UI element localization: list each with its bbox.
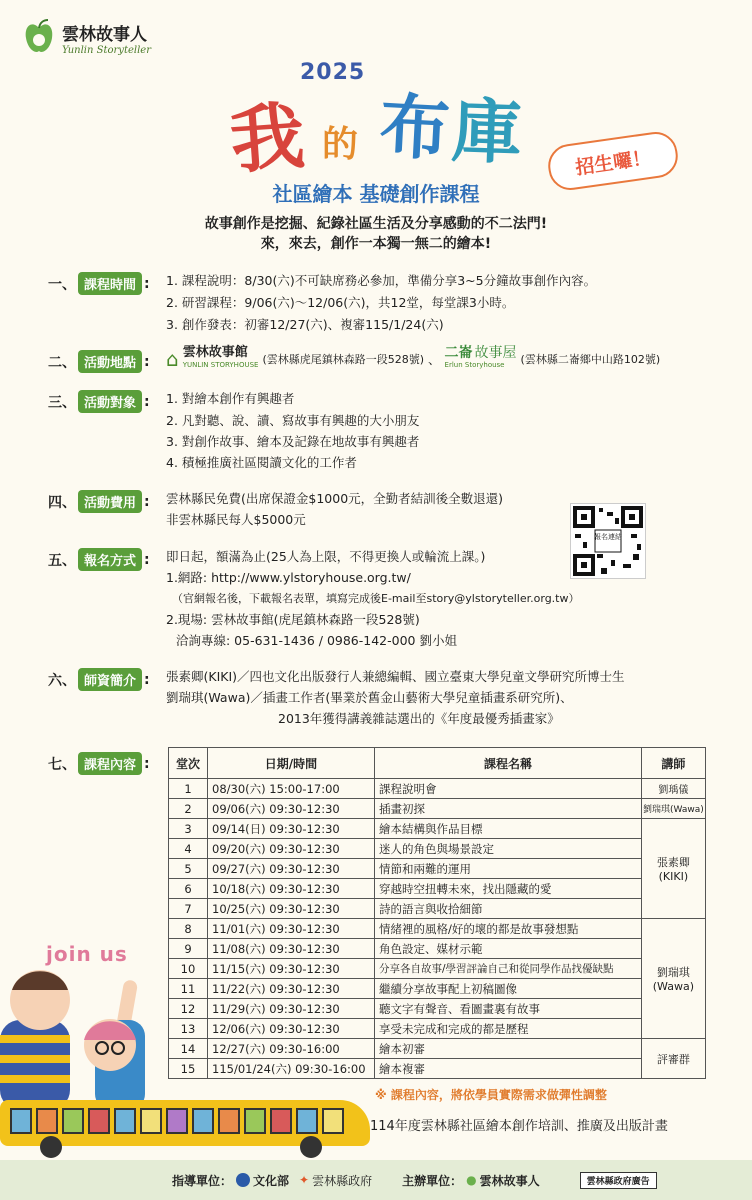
session-number-cell: 10 (169, 959, 208, 979)
curriculum-note: ※ 課程內容，將依學員實際需求做彈性調整 (375, 1088, 607, 1102)
course-name-cell: 享受未完成和完成的都是歷程 (375, 1019, 642, 1039)
col-header-lecturer: 講師 (642, 748, 706, 779)
main-title (227, 72, 530, 185)
title-char-4: 庫 (450, 89, 524, 175)
venue-2-name: 故事屋 (474, 345, 517, 361)
title-char-3: 布 (377, 85, 452, 171)
date-cell: 11/08(六) 09:30-12:30 (208, 939, 375, 959)
audience-line-1: 1. 對繪本創作有興趣者 (166, 391, 295, 406)
table-row (169, 1019, 706, 1039)
course-subtitle: 社區繪本 基礎創作課程 (272, 182, 480, 206)
course-name-cell: 繪本結構與作品目標 (375, 819, 642, 839)
venue-2-prefix: 二崙 (444, 345, 473, 361)
colon: : (144, 275, 150, 292)
course-name-cell: 繪本初審 (375, 1039, 642, 1059)
section-header-instructors (48, 668, 150, 691)
session-number-cell: 7 (169, 899, 208, 919)
bus-wheel-front (40, 1136, 62, 1158)
lecturer-cell: 劉瑀儀 (642, 779, 706, 799)
section-header-schedule (48, 272, 150, 295)
course-name-cell: 聽文字有聲音、看圖畫裏有故事 (375, 999, 642, 1019)
audience-line-4: 4. 積極推廣社區閱讀文化的工作者 (166, 455, 357, 470)
date-cell: 12/27(六) 09:30-16:00 (208, 1039, 375, 1059)
session-number-cell: 14 (169, 1039, 208, 1059)
ministry-of-culture-logo (236, 1172, 289, 1189)
house-icon: ⌂ (166, 346, 179, 371)
session-number-cell: 15 (169, 1059, 208, 1079)
session-number-cell: 9 (169, 939, 208, 959)
course-name-cell: 情緒裡的風格/好的壞的都是故事發想點 (375, 919, 642, 939)
table-row (169, 959, 706, 979)
registration-website[interactable]: 1.網路: http://www.ylstoryhouse.org.tw/ (166, 570, 411, 585)
table-row (169, 939, 706, 959)
session-number-cell: 12 (169, 999, 208, 1019)
course-name-cell: 繪本複審 (375, 1059, 642, 1079)
col-header-course: 課程名稱 (375, 748, 642, 779)
audience-line-3: 3. 對創作故事、繪本及記錄在地故事有興趣者 (166, 434, 420, 449)
separator: 、 (428, 351, 441, 367)
session-number-cell: 6 (169, 879, 208, 899)
session-number-cell: 3 (169, 819, 208, 839)
section-number: 二、 (48, 354, 76, 371)
col-header-date: 日期/時間 (208, 748, 375, 779)
enrollment-badge: 招生囉！ (545, 129, 680, 193)
registration-qr-code[interactable] (570, 503, 646, 579)
table-row (169, 979, 706, 999)
lecturer-cell (642, 819, 706, 919)
colon: : (144, 551, 150, 568)
session-number-cell: 13 (169, 1019, 208, 1039)
title-char-2: 的 (322, 124, 359, 165)
course-name-cell: 分享各自故事/學習評論自己和從同學作品找優缺點 (375, 959, 642, 979)
section-header-fee (48, 490, 150, 513)
logo-text-en: Yunlin Storyteller (62, 45, 151, 56)
section-label: 活動地點 (78, 350, 142, 373)
lecturer-name: 劉瑞琪 (656, 966, 690, 979)
section-number: 一、 (48, 276, 76, 293)
apple-icon: ● (466, 1173, 477, 1187)
children-illustration (0, 960, 160, 1110)
year-label: 2025 (300, 60, 366, 85)
date-cell: 11/15(六) 09:30-12:30 (208, 959, 375, 979)
table-row (169, 899, 706, 919)
schedule-line-2: 2. 研習課程：9/06(六)～12/06(六)，共12堂，每堂課3小時。 (166, 295, 515, 310)
venue-2-en: Erlun Storyhouse (444, 361, 505, 369)
course-name-cell: 迷人的角色與場景設定 (375, 839, 642, 859)
session-number-cell: 1 (169, 779, 208, 799)
date-cell: 09/06(六) 09:30-12:30 (208, 799, 375, 819)
host-logo (466, 1172, 540, 1189)
table-header-row (169, 748, 706, 779)
table-row (169, 879, 706, 899)
fee-line-2: 非雲林縣民每人$5000元 (166, 512, 306, 527)
col-header-session: 堂次 (169, 748, 208, 779)
colon: : (144, 393, 150, 410)
lecturer-name: 張素卿 (656, 856, 690, 869)
registration-line-1: 即日起，額滿為止(25人為上限，不得更換人或輪流上課。) (166, 549, 486, 564)
date-cell: 11/01(六) 09:30-12:30 (208, 919, 375, 939)
colon: : (144, 755, 150, 772)
colon: : (144, 353, 150, 370)
colon: : (144, 493, 150, 510)
date-cell: 11/22(六) 09:30-12:30 (208, 979, 375, 999)
apple-logo-icon (22, 18, 56, 58)
table-row (169, 919, 706, 939)
schedule-line-1: 1. 課程說明：8/30(六)不可缺席務必參加，準備分享3~5分鐘故事創作內容。 (166, 273, 597, 288)
registration-onsite: 2.現場: 雲林故事館(虎尾鎮林森路一段528號) (166, 612, 420, 627)
course-name-cell: 詩的語言與收拾細節 (375, 899, 642, 919)
course-name-cell: 角色設定、媒材示範 (375, 939, 642, 959)
table-row (169, 819, 706, 839)
lecturer-alias: (KIKI) (658, 870, 689, 883)
fee-line-1: 雲林縣民免費(出席保證金$1000元，全勤者結訓後全數退還) (166, 491, 504, 506)
venue-1-address: (雲林縣虎尾鎮林森路一段528號) (262, 352, 425, 366)
course-name-cell: 穿越時空扭轉未來，找出隱藏的愛 (375, 879, 642, 899)
session-number-cell: 11 (169, 979, 208, 999)
section-label: 活動對象 (78, 390, 142, 413)
table-row (169, 839, 706, 859)
course-name-cell: 課程說明會 (375, 779, 642, 799)
bus-wheel-back (300, 1136, 322, 1158)
guide-label: 指導單位： (172, 1173, 233, 1188)
instructor-line-2: 劉瑞琪(Wawa)／插畫工作者(畢業於舊金山藝術大學兒童插畫系研究所)、 (166, 690, 573, 705)
table-row (169, 779, 706, 799)
section-header-registration (48, 548, 150, 571)
session-number-cell: 5 (169, 859, 208, 879)
section-header-curriculum (48, 752, 150, 775)
venue-2-address: (雲林縣二崙鄉中山路102號) (520, 352, 661, 366)
session-number-cell: 4 (169, 839, 208, 859)
section-label: 報名方式 (78, 548, 142, 571)
date-cell: 10/18(六) 09:30-12:30 (208, 879, 375, 899)
section-number: 四、 (48, 494, 76, 511)
brand-logo (22, 18, 151, 58)
title-char-1: 我 (227, 93, 308, 185)
qr-label: 報名連結 (594, 533, 622, 541)
section-number: 三、 (48, 394, 76, 411)
table-row (169, 1059, 706, 1079)
date-cell: 10/25(六) 09:30-12:30 (208, 899, 375, 919)
children-illustration-icon (0, 960, 160, 1110)
table-row (169, 999, 706, 1019)
venue-1-en: YUNLIN STORYHOUSE (182, 361, 259, 369)
schedule-line-3: 3. 創作發表：初審12/27(六)、複審115/1/24(六) (166, 317, 444, 332)
date-cell: 09/20(六) 09:30-12:30 (208, 839, 375, 859)
section-label: 師資簡介 (78, 668, 142, 691)
session-number-cell: 2 (169, 799, 208, 819)
instructor-line-1: 張素卿(KIKI)／四也文化出版發行人兼總編輯、國立臺東大學兒童文學研究所博士生 (166, 669, 625, 684)
venue-1-name: 雲林故事館 (182, 345, 248, 360)
course-name-cell: 情節和兩難的運用 (375, 859, 642, 879)
footer-bar (0, 1160, 752, 1200)
date-cell: 11/29(六) 09:30-12:30 (208, 999, 375, 1019)
date-cell: 115/01/24(六) 09:30-16:00 (208, 1059, 375, 1079)
org1-name: 文化部 (253, 1173, 290, 1188)
section-number: 六、 (48, 672, 76, 689)
host-label: 主辦單位： (402, 1173, 463, 1188)
venue-1-logo (166, 347, 258, 371)
yunlin-gov-logo (299, 1172, 372, 1189)
colon: : (144, 671, 150, 688)
lecturer-cell: 劉瑞琪(Wawa) (642, 799, 706, 819)
logo-text-cn: 雲林故事人 (62, 25, 147, 45)
section-label: 課程內容 (78, 752, 142, 775)
lecturer-alias: (Wawa) (652, 980, 694, 993)
section-header-venue (48, 350, 150, 373)
audience-line-2: 2. 凡對聽、說、讀、寫故事有興趣的大小朋友 (166, 413, 420, 428)
intro-line-2: 來，來去，創作一本獨一無二的繪本! (260, 236, 492, 252)
intro-line-1: 故事創作是挖掘、紀錄社區生活及分享感動的不二法門! (204, 216, 548, 232)
date-cell: 12/06(六) 09:30-12:30 (208, 1019, 375, 1039)
table-row (169, 859, 706, 879)
date-cell: 09/27(六) 09:30-12:30 (208, 859, 375, 879)
course-name-cell: 繼續分享故事配上初稿圖像 (375, 979, 642, 999)
venue-line (166, 347, 660, 371)
host-name: 雲林故事人 (479, 1173, 540, 1188)
program-plan-title: 114年度雲林縣社區繪本創作培訓、推廣及出版計畫 (370, 1119, 668, 1134)
lecturer-cell (642, 919, 706, 1039)
flame-icon: ✦ (299, 1173, 310, 1187)
registration-email-note: （官網報名後，下載報名表單，填寫完成後E-mail至story@ylstoryteller.org.tw） (172, 592, 580, 605)
section-number: 五、 (48, 552, 76, 569)
section-header-audience (48, 390, 150, 413)
lecturer-cell: 評審群 (642, 1039, 706, 1079)
curriculum-table (168, 747, 706, 1079)
join-us-text: join us (46, 942, 128, 966)
table-row (169, 799, 706, 819)
section-label: 活動費用 (78, 490, 142, 513)
date-cell: 09/14(日) 09:30-12:30 (208, 819, 375, 839)
intro-text (0, 214, 752, 254)
section-number: 七、 (48, 756, 76, 773)
venue-2-logo (445, 347, 517, 371)
org2-name: 雲林縣政府 (312, 1173, 373, 1188)
gov-ad-tag: 雲林縣政府廣告 (580, 1172, 657, 1189)
ministry-emblem-icon (236, 1173, 250, 1187)
table-row (169, 1039, 706, 1059)
instructor-line-3: 2013年獲得講義雜誌選出的《年度最優秀插畫家》 (278, 711, 560, 726)
session-number-cell: 8 (169, 919, 208, 939)
section-label: 課程時間 (78, 272, 142, 295)
registration-phone: 洽詢專線: 05-631-1436 / 0986-142-000 劉小姐 (176, 633, 457, 648)
date-cell: 08/30(六) 15:00-17:00 (208, 779, 375, 799)
course-name-cell: 插畫初探 (375, 799, 642, 819)
